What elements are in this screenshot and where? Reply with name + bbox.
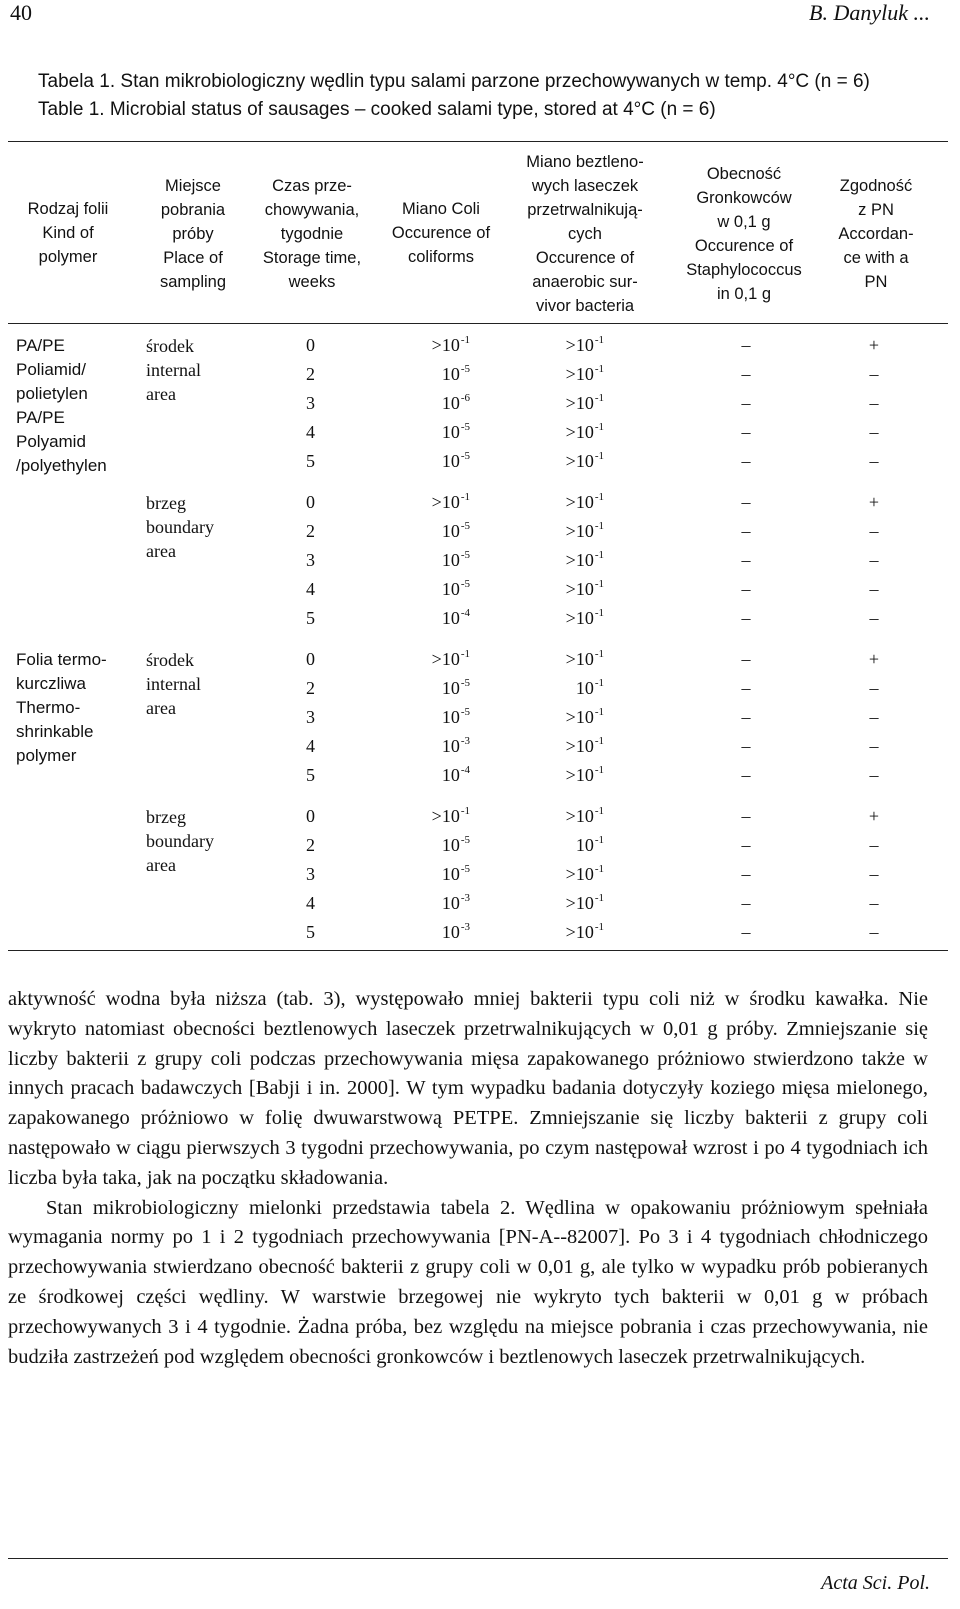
- text-line: >10: [565, 451, 594, 471]
- text-line: -1: [594, 764, 604, 776]
- text-line: area: [146, 855, 176, 875]
- text-line: 10: [441, 922, 460, 942]
- table-cell: –: [741, 736, 751, 756]
- text-line: kurczliwa: [16, 674, 86, 693]
- text-line: Czas prze-: [272, 177, 352, 195]
- text-line: >10: [565, 707, 594, 727]
- text-line: >10: [431, 649, 460, 669]
- text-line: 10: [441, 364, 460, 384]
- text-line: >10: [565, 736, 594, 756]
- table-cell: 5: [306, 765, 315, 785]
- table-cell: [556, 645, 604, 674]
- text-line: Zgodność: [839, 177, 913, 195]
- text-line: -5: [460, 363, 470, 375]
- table-cell: [556, 604, 604, 633]
- table-cell: [556, 517, 604, 546]
- table-cell: 3: [306, 550, 315, 570]
- text-line: wych laseczek: [531, 177, 639, 195]
- table-cell: [410, 831, 470, 860]
- coliforms-column: [410, 645, 470, 790]
- table-cell: 5: [306, 608, 315, 628]
- table-cell: [410, 488, 470, 517]
- text-line: -1: [594, 549, 604, 561]
- text-line: -3: [460, 735, 470, 747]
- anaerobic-column: [556, 645, 604, 790]
- table-cell: [556, 831, 604, 860]
- body-text: [8, 985, 928, 1372]
- table-cell: [556, 575, 604, 604]
- text-line: >10: [565, 893, 594, 913]
- text-line: chowywania,: [264, 201, 360, 219]
- text-line: Polyamid: [16, 432, 86, 451]
- text-line: -1: [460, 491, 470, 503]
- time-column: [306, 331, 336, 476]
- text-line: PN: [864, 273, 888, 291]
- page-header: [10, 0, 930, 36]
- body-paragraph-1: aktywność wodna była niższa (tab. 3), występowało mniej bakterii typu coli niż w środku kawałka. Nie wykryto natomiast obecności beztlenowych laseczek przetrwalnikujących w 0,01 g próby. Zmniejszanie się liczby bakterii z grupy coli podczas przechowywania mięsa zapakowanego próżniowo stwierdzono także w innych pracach badawczych [Babji i in. 2000]. W tym wypadku badania dotyczyły koziego mięsa mielonego, zapakowanego próżniowo w folię dwuwarstwową PETPE. Zmniejszanie się liczby bakterii z grupy coli następowało w ciągu pierwszych 3 tygodni przechowywania, po czym następował wzrost i po 4 tygodniach ich liczba była taka, jak na początku składowania.: [8, 988, 928, 1189]
- table-cell: +: [868, 492, 880, 512]
- table-cell: –: [869, 835, 879, 855]
- caption-english: Table 1. Microbial status of sausages – cooked salami type, stored at 4°C (n = 6): [38, 99, 716, 120]
- table-cell: [556, 331, 604, 360]
- text-line: -1: [594, 735, 604, 747]
- table-cell: –: [741, 451, 751, 471]
- table-cell: –: [869, 678, 879, 698]
- text-line: -1: [460, 805, 470, 817]
- text-line: internal: [146, 674, 201, 694]
- text-line: Folia termo-: [16, 650, 107, 669]
- table-cell: [410, 575, 470, 604]
- header-time: [252, 174, 372, 294]
- text-line: -1: [594, 677, 604, 689]
- table-cell: –: [741, 579, 751, 599]
- time-column: [306, 802, 336, 947]
- text-line: >10: [431, 806, 460, 826]
- table-cell: –: [741, 393, 751, 413]
- table-cell: 2: [306, 364, 315, 384]
- text-line: -1: [460, 334, 470, 346]
- table-cell: [556, 703, 604, 732]
- table-cell: –: [741, 893, 751, 913]
- text-line: -1: [594, 892, 604, 904]
- table-cell: –: [869, 893, 879, 913]
- pn-column: [862, 645, 886, 790]
- text-line: >10: [565, 922, 594, 942]
- table-cell: [410, 604, 470, 633]
- text-line: -1: [594, 334, 604, 346]
- table-cell: –: [741, 649, 751, 669]
- text-line: Occurence of: [535, 249, 635, 267]
- text-line: Occurence of: [391, 224, 491, 242]
- text-line: próby: [172, 225, 214, 243]
- header-pn-accordance: [824, 174, 928, 294]
- text-line: Miano Coli: [402, 200, 480, 218]
- text-line: 10: [441, 451, 460, 471]
- text-line: boundary: [146, 517, 214, 537]
- header-place: [146, 174, 240, 294]
- text-line: 10: [441, 678, 460, 698]
- text-line: środek: [146, 650, 194, 670]
- table-cell: [410, 331, 470, 360]
- text-line: 10: [441, 864, 460, 884]
- table-cell: –: [741, 835, 751, 855]
- text-line: ce with a: [843, 249, 909, 267]
- text-line: -3: [460, 921, 470, 933]
- text-line: Thermo-: [16, 698, 81, 717]
- table-cell: 0: [306, 335, 315, 355]
- table-header-rule: [8, 323, 948, 324]
- table-bottom-rule: [8, 950, 948, 951]
- text-line: -1: [594, 921, 604, 933]
- header-staphylococcus: [670, 162, 818, 306]
- running-head: B. Danyluk ...: [809, 0, 930, 25]
- table-cell: [556, 360, 604, 389]
- coliforms-column: [410, 331, 470, 476]
- table-cell: [556, 802, 604, 831]
- text-line: Gronkowców: [696, 189, 792, 207]
- text-line: 10: [441, 521, 460, 541]
- text-line: -5: [460, 677, 470, 689]
- text-line: boundary: [146, 831, 214, 851]
- text-line: Obecność: [706, 165, 782, 183]
- journal-footer: Acta Sci. Pol.: [821, 1572, 930, 1594]
- text-line: weeks: [288, 273, 336, 291]
- text-line: -1: [594, 491, 604, 503]
- table-cell: [410, 546, 470, 575]
- table-cell: [556, 488, 604, 517]
- table-cell: 5: [306, 451, 315, 471]
- text-line: 10: [441, 835, 460, 855]
- text-line: 10: [441, 579, 460, 599]
- text-line: -5: [460, 450, 470, 462]
- text-line: >10: [565, 550, 594, 570]
- table-cell: –: [869, 550, 879, 570]
- table-cell: –: [741, 492, 751, 512]
- table-cell: [410, 674, 470, 703]
- group-place-label: [146, 491, 214, 563]
- table-cell: –: [869, 521, 879, 541]
- text-line: Staphylococcus: [686, 261, 802, 279]
- group-kind-label: [16, 334, 107, 478]
- text-line: -5: [460, 863, 470, 875]
- text-line: Place of: [163, 249, 223, 267]
- table-cell: [556, 546, 604, 575]
- text-line: -5: [460, 706, 470, 718]
- table-cell: 4: [306, 736, 315, 756]
- table-cell: 0: [306, 492, 315, 512]
- table-cell: +: [868, 335, 880, 355]
- text-line: -1: [594, 450, 604, 462]
- table-cell: [556, 447, 604, 476]
- text-line: >10: [565, 422, 594, 442]
- table-cell: –: [869, 864, 879, 884]
- table-cell: –: [741, 806, 751, 826]
- text-line: Occurence of: [694, 237, 794, 255]
- table-cell: –: [741, 678, 751, 698]
- text-line: Rodzaj folii: [27, 200, 109, 218]
- coliforms-column: [410, 802, 470, 947]
- table-cell: –: [869, 922, 879, 942]
- text-line: in 0,1 g: [716, 285, 772, 303]
- text-line: >10: [431, 335, 460, 355]
- table-cell: [410, 860, 470, 889]
- text-line: area: [146, 541, 176, 561]
- table-cell: +: [868, 806, 880, 826]
- table-cell: 0: [306, 649, 315, 669]
- text-line: -1: [594, 578, 604, 590]
- table-cell: +: [868, 649, 880, 669]
- text-line: /polyethylen: [16, 456, 107, 475]
- text-line: polymer: [16, 746, 77, 765]
- text-line: vivor bacteria: [535, 297, 635, 315]
- table-cell: –: [741, 608, 751, 628]
- table-cell: 3: [306, 707, 315, 727]
- table-caption: [38, 68, 870, 124]
- text-line: środek: [146, 336, 194, 356]
- text-line: -5: [460, 421, 470, 433]
- staph-column: [734, 645, 758, 790]
- text-line: -1: [594, 834, 604, 846]
- table-cell: [410, 918, 470, 947]
- text-line: z PN: [858, 201, 894, 219]
- pn-column: [862, 488, 886, 633]
- table-cell: [556, 860, 604, 889]
- text-line: area: [146, 698, 176, 718]
- text-line: 10: [441, 550, 460, 570]
- table-cell: 4: [306, 422, 315, 442]
- text-line: polymer: [38, 248, 98, 266]
- table-cell: 2: [306, 835, 315, 855]
- table-cell: [410, 360, 470, 389]
- group-place-label: [146, 648, 201, 720]
- text-line: >10: [565, 393, 594, 413]
- text-line: anaerobic sur-: [532, 273, 638, 291]
- text-line: polietylen: [16, 384, 88, 403]
- text-line: -5: [460, 520, 470, 532]
- text-line: 10: [575, 678, 594, 698]
- time-column: [306, 488, 336, 633]
- text-line: 10: [575, 835, 594, 855]
- text-line: 10: [441, 608, 460, 628]
- table-cell: –: [741, 707, 751, 727]
- text-line: -1: [594, 863, 604, 875]
- body-paragraph-2: Stan mikrobiologiczny mielonki przedstawia tabela 2. Wędlina w opakowaniu próżniowym spełniała wymagania normy po 1 i 2 tygodniach przechowywania [PN-A--82007]. Po 3 i 4 tygodniach chłodniczego przechowywania stwierdzano obecność bakterii z grupy coli w 0,01 g, ale tylko w wypadku prób pobieranych ze środkowej części wędliny. W warstwie brzegowej nie wykryto tych bakterii w 0,01 g w próbach przechowywanych 3 i 4 tygodnie. Żadna próba, bez względu na miejsce pobrania i czas przechowywania, nie budziła zastrzeżeń pod względem obecności gronkowców i beztlenowych laseczek przetrwalnikujących.: [8, 1196, 928, 1368]
- text-line: -1: [594, 363, 604, 375]
- table-cell: –: [741, 922, 751, 942]
- table-cell: [556, 761, 604, 790]
- staph-column: [734, 802, 758, 947]
- table-cell: 2: [306, 521, 315, 541]
- text-line: PA/PE: [16, 408, 65, 427]
- anaerobic-column: [556, 488, 604, 633]
- group-place-label: [146, 334, 201, 406]
- text-line: 10: [441, 765, 460, 785]
- footer-rule: [8, 1558, 948, 1559]
- text-line: Accordan-: [838, 225, 914, 243]
- table-cell: 3: [306, 393, 315, 413]
- table-cell: [410, 802, 470, 831]
- table-cell: –: [869, 579, 879, 599]
- anaerobic-column: [556, 331, 604, 476]
- text-line: coliforms: [407, 248, 474, 266]
- text-line: pobrania: [160, 201, 226, 219]
- table-cell: 4: [306, 579, 315, 599]
- text-line: >10: [565, 492, 594, 512]
- text-line: sampling: [159, 273, 227, 291]
- table-cell: –: [741, 864, 751, 884]
- text-line: >10: [565, 521, 594, 541]
- text-line: area: [146, 384, 176, 404]
- text-line: Miano beztleno-: [526, 153, 644, 171]
- text-line: 10: [441, 707, 460, 727]
- table-top-rule: [8, 141, 948, 142]
- staph-column: [734, 488, 758, 633]
- group-kind-label: [16, 648, 107, 768]
- text-line: -4: [460, 607, 470, 619]
- table-cell: –: [869, 422, 879, 442]
- text-line: internal: [146, 360, 201, 380]
- text-line: przetrwalnikują-: [527, 201, 643, 219]
- table-cell: –: [741, 422, 751, 442]
- coliforms-column: [410, 488, 470, 633]
- table-cell: [410, 517, 470, 546]
- text-line: -1: [460, 648, 470, 660]
- text-line: tygodnie: [280, 225, 344, 243]
- text-line: >10: [565, 608, 594, 628]
- table-cell: [556, 418, 604, 447]
- text-line: >10: [565, 579, 594, 599]
- table-cell: –: [869, 765, 879, 785]
- table-cell: 5: [306, 922, 315, 942]
- table-cell: –: [869, 451, 879, 471]
- text-line: -1: [594, 805, 604, 817]
- text-line: Storage time,: [262, 249, 362, 267]
- text-line: brzeg: [146, 493, 186, 513]
- text-line: -1: [594, 392, 604, 404]
- table-cell: [556, 732, 604, 761]
- table-cell: –: [741, 550, 751, 570]
- table-cell: –: [869, 707, 879, 727]
- header-anaerobic: [510, 150, 660, 318]
- table-cell: [556, 674, 604, 703]
- table-cell: [556, 389, 604, 418]
- anaerobic-column: [556, 802, 604, 947]
- table-cell: 0: [306, 806, 315, 826]
- text-line: >10: [565, 649, 594, 669]
- table-cell: [410, 418, 470, 447]
- text-line: -5: [460, 834, 470, 846]
- table-cell: –: [741, 364, 751, 384]
- text-line: -5: [460, 549, 470, 561]
- text-line: -5: [460, 578, 470, 590]
- pn-column: [862, 802, 886, 947]
- table-cell: [410, 447, 470, 476]
- table-cell: [556, 918, 604, 947]
- group-place-label: [146, 805, 214, 877]
- table-cell: [410, 389, 470, 418]
- text-line: 10: [441, 736, 460, 756]
- table-cell: –: [869, 736, 879, 756]
- table-cell: –: [869, 364, 879, 384]
- pn-column: [862, 331, 886, 476]
- table-cell: [410, 645, 470, 674]
- text-line: -1: [594, 607, 604, 619]
- text-line: Poliamid/: [16, 360, 86, 379]
- table-cell: –: [741, 335, 751, 355]
- text-line: Kind of: [42, 224, 94, 242]
- text-line: 10: [441, 893, 460, 913]
- table-cell: [410, 889, 470, 918]
- table-cell: [410, 703, 470, 732]
- text-line: -1: [594, 421, 604, 433]
- table-cell: –: [741, 521, 751, 541]
- text-line: w 0,1 g: [717, 213, 771, 231]
- text-line: >10: [565, 765, 594, 785]
- text-line: >10: [565, 364, 594, 384]
- text-line: 10: [441, 422, 460, 442]
- time-column: [306, 645, 336, 790]
- text-line: Miejsce: [165, 177, 221, 195]
- page-number: 40: [10, 0, 32, 25]
- table-cell: –: [869, 393, 879, 413]
- table-cell: 2: [306, 678, 315, 698]
- text-line: >10: [431, 492, 460, 512]
- text-line: -6: [460, 392, 470, 404]
- text-line: >10: [565, 335, 594, 355]
- text-line: -4: [460, 764, 470, 776]
- text-line: -1: [594, 520, 604, 532]
- text-line: cych: [568, 225, 602, 243]
- table-cell: [410, 761, 470, 790]
- text-line: -1: [594, 648, 604, 660]
- table-cell: [556, 889, 604, 918]
- table-cell: [410, 732, 470, 761]
- text-line: >10: [565, 864, 594, 884]
- table-cell: –: [741, 765, 751, 785]
- caption-polish: Tabela 1. Stan mikrobiologiczny wędlin typu salami parzone przechowywanych w temp. 4°C (n = 6): [38, 71, 870, 92]
- text-line: 10: [441, 393, 460, 413]
- text-line: >10: [565, 806, 594, 826]
- table-cell: 4: [306, 893, 315, 913]
- text-line: -3: [460, 892, 470, 904]
- staph-column: [734, 331, 758, 476]
- header-coliforms: [378, 197, 504, 269]
- text-line: brzeg: [146, 807, 186, 827]
- table-cell: –: [869, 608, 879, 628]
- text-line: PA/PE: [16, 336, 65, 355]
- table-cell: 3: [306, 864, 315, 884]
- header-kind: [14, 197, 122, 269]
- text-line: shrinkable: [16, 722, 94, 741]
- text-line: -1: [594, 706, 604, 718]
